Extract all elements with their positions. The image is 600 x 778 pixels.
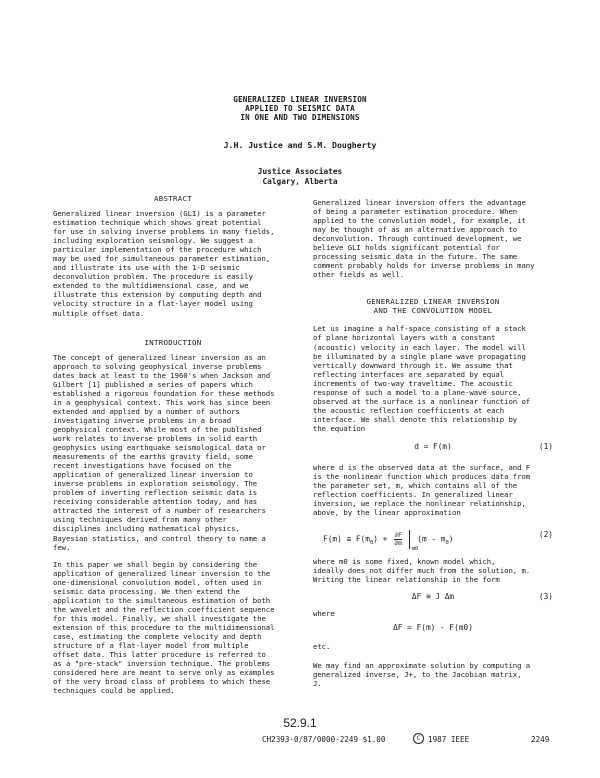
text-line: Bayesian statistics, and control theory to name a [53, 533, 266, 543]
text-line: disciplines including mathematical physics, [53, 524, 240, 534]
text-line: as a "pre-stack" inversion technique. The problems [53, 659, 271, 669]
equation-2-evaluation-bar: m0 [409, 530, 410, 549]
text-line: extension of this procedure to the multidimensional [53, 622, 275, 632]
etc-label: etc. [313, 642, 331, 652]
text-line: for this model. Finally, we shall investigate the [53, 613, 266, 623]
text-line: vertically downward through it. We assume that [313, 360, 513, 370]
section-2-heading [313, 297, 553, 315]
text-line: case, estimating the complete velocity and depth [53, 631, 262, 641]
text-line: illustrate this extension by computing depth and [53, 290, 262, 300]
equation-1-number: (1) [538, 441, 553, 451]
text-line: Writing the linear relationship in the form [313, 575, 500, 585]
text-line: for use in solving inverse problems in many fields, [53, 227, 275, 237]
equation-3-body: ΔF ≅ J Δm [411, 592, 455, 602]
session-number: 52.9.1 [283, 716, 317, 730]
text-line: techniques could be applied. [53, 686, 175, 696]
abstract-heading: ABSTRACT [154, 194, 192, 203]
text-line: other fields as well. [313, 270, 405, 280]
text-line: In this paper we shall begin by considering the [53, 559, 258, 569]
text-line: application to the simultaneous estimation of both [53, 595, 271, 605]
equation-4 [313, 623, 553, 635]
text-line: extended and applied by a number of authors [53, 406, 240, 416]
section-2-heading-line-1: GENERALIZED LINEAR INVERSION [366, 297, 500, 307]
text-line: measurements of the earths gravity field, some [53, 452, 253, 462]
equation-4-body: ΔF = F(m) - F(m0) [393, 623, 473, 633]
text-line: observed at the surface is a nonlinear function of [313, 396, 531, 406]
text-line: geophysics using earthquake seismological data or [53, 443, 266, 453]
text-line: structure of a flat-layer model from multiple [53, 641, 249, 651]
text-line: interface. We shall denote this relationship by [313, 414, 518, 424]
equation-1 [313, 442, 553, 454]
text-line: believe GLI holds significant potential for [313, 243, 500, 253]
text-line: of the very broad class of problems to which these [53, 677, 271, 687]
introduction-paragraph-2 [53, 560, 293, 696]
text-line: comment probably holds for inverse problems in many [313, 261, 535, 271]
text-line: of plane horizontal layers with a constant [313, 333, 496, 343]
affiliation-location: Calgary, Alberta [262, 177, 338, 186]
text-line: including exploration seismology. We suggest a [53, 236, 253, 246]
text-line: few. [53, 542, 71, 552]
text-line: established a rigorous foundation for these methods [53, 388, 275, 398]
text-line: approach to solving geophysical inverse problems [53, 361, 262, 371]
text-line: recent investigations have focused on the [53, 461, 232, 471]
title-line-3: IN ONE AND TWO DIMENSIONS [240, 113, 360, 122]
text-line: where m0 is some fixed, known model which, [313, 557, 496, 567]
text-line: increments of two-way traveltime. The acoustic [313, 378, 513, 388]
text-line: We may find an approximate solution by computing a [313, 660, 531, 670]
text-line: application of generalized linear inversion to the [53, 568, 271, 578]
text-line: ideally does not differ much from the solution, m. [313, 566, 531, 576]
equation-3 [313, 592, 553, 604]
text-line: Let us imagine a half-space consisting of a stack [313, 324, 526, 334]
text-line: reflection coefficients. In generalized linear [313, 490, 513, 500]
section-2-heading-line-2: AND THE CONVOLUTION MODEL [373, 306, 493, 316]
text-line: extended to the multidimensional case, and we [53, 281, 249, 291]
equation-2-derivative: $\frac{\partial F}{\partial m}$ [394, 531, 402, 548]
text-line: investigating inverse problems in a broad [53, 415, 232, 425]
text-line: be illuminated by a single plane wave propagating [313, 351, 526, 361]
text-line: of being a parameter estimation procedure. When [313, 207, 518, 217]
text-line: applied to the convolution model, for example, it [313, 216, 526, 226]
text-line: deconvolution. Through continued development, we [313, 234, 522, 244]
section-2-paragraph-3 [313, 557, 553, 584]
text-line: processing seismic data in the future. The same [313, 252, 518, 262]
introduction-paragraph-1 [53, 353, 293, 552]
equation-2 [313, 523, 553, 553]
publication-code: CH2393-0/87/0000-2249 $1.00 [262, 735, 386, 744]
text-line: attracted the interest of a number of researchers [53, 506, 266, 516]
text-line: the acoustic reflection coefficients at each [313, 405, 505, 415]
text-line: geophysical context. While most of the published [53, 424, 262, 434]
equation-3-number: (3) [538, 592, 553, 602]
text-line: where d is the observed data at the surface, and F [313, 462, 531, 472]
text-line: above, by the linear approximation [313, 508, 461, 518]
text-line: reflecting interfaces are separated by equal [313, 369, 505, 379]
text-line: the parameter set, m, which contains all of the [313, 481, 518, 491]
section-2-paragraph-1 [313, 324, 553, 433]
authors: J.H. Justice and S.M. Dougherty [223, 140, 377, 150]
text-line: response of such a model to a plane-wave source, [313, 387, 522, 397]
right-intro-paragraph [313, 198, 553, 279]
abstract-text [53, 209, 293, 318]
affiliation [0, 167, 600, 187]
text-line: problem of inverting reflection seismic data is [53, 488, 258, 498]
copyright-year: 1987 IEEE [428, 735, 470, 744]
text-line: Generalized linear inversion (GLI) is a parameter [53, 209, 266, 218]
text-line: may be thought of as an alternative approach to [313, 225, 518, 235]
text-line: considered here are meant to serve only as examples [53, 668, 275, 678]
copyright-icon: C [413, 733, 424, 744]
text-line: multiple offset data. [53, 308, 145, 318]
text-line: deconvolution problem. The procedure is easily [53, 272, 253, 282]
left-column [53, 194, 293, 695]
text-line: inverse problems in exploration seismology. The [53, 479, 258, 489]
section-2-paragraph-4 [313, 661, 553, 688]
text-line: dates back at least to the 1960's when Jackson and [53, 370, 271, 380]
text-line: in a geophysical context. This work has since been [53, 397, 271, 407]
page-number: 2249 [531, 735, 550, 744]
text-line: receiving considerable attention today, and has [53, 497, 258, 507]
text-line: one-dimensional convolution model, often used in [53, 577, 262, 587]
text-line: J. [313, 678, 322, 688]
text-line: may be used for simultaneous parameter estimation, [53, 254, 271, 264]
text-line: velocity structure in a flat-layer model using [53, 299, 253, 309]
text-line: Gilbert [1] published a series of papers which [53, 379, 253, 389]
text-line: and illustrate its use with the 1-D seismic [53, 263, 240, 273]
text-line: the wavelet and the reflection coefficient sequence [53, 604, 275, 614]
equation-2-number: (2) [538, 530, 553, 540]
title-line-1: GENERALIZED LINEAR INVERSION [233, 95, 367, 104]
text-line: (acoustic) velocity in each layer. The model will [313, 342, 526, 352]
text-line: Generalized linear inversion offers the advantage [313, 198, 526, 207]
introduction-heading: INTRODUCTION [144, 337, 202, 347]
text-line: using techniques derived from many other [53, 515, 227, 525]
text-line: seismic data processing. We then extend the [53, 586, 240, 596]
section-2-paragraph-2 [313, 463, 553, 517]
text-line: inversion, we replace the nonlinear relationship, [313, 499, 526, 509]
title-line-2: APPLIED TO SEISMIC DATA [245, 104, 355, 113]
right-column [313, 198, 553, 688]
text-line: offset data. This latter procedure is referred to [53, 650, 266, 660]
text-line: work relates to inverse problems in solid earth [53, 433, 258, 443]
equation-1-body: d = F(m) [414, 441, 452, 451]
affiliation-name: Justice Associates [257, 167, 343, 176]
text-line: estimation technique which shows great potential [53, 218, 262, 228]
text-line: generalized inverse, J+, to the Jacobian matrix, [313, 669, 522, 679]
equation-2-body: F(m) ≅ $F(m_0)$ + $\frac{\partial F}{\partial m}$ m0 $(m - m_0)$ [323, 531, 454, 553]
paper-title [0, 95, 600, 122]
text-line: particular implementation of the procedure which [53, 245, 262, 255]
text-line: is the nonlinear function which produces data from [313, 472, 531, 482]
text-line: application of generalized linear inversion to [53, 470, 253, 480]
text-line: the equation [313, 423, 366, 433]
where-label: where [313, 609, 335, 619]
text-line: The concept of generalized linear inversion as an [53, 352, 266, 362]
